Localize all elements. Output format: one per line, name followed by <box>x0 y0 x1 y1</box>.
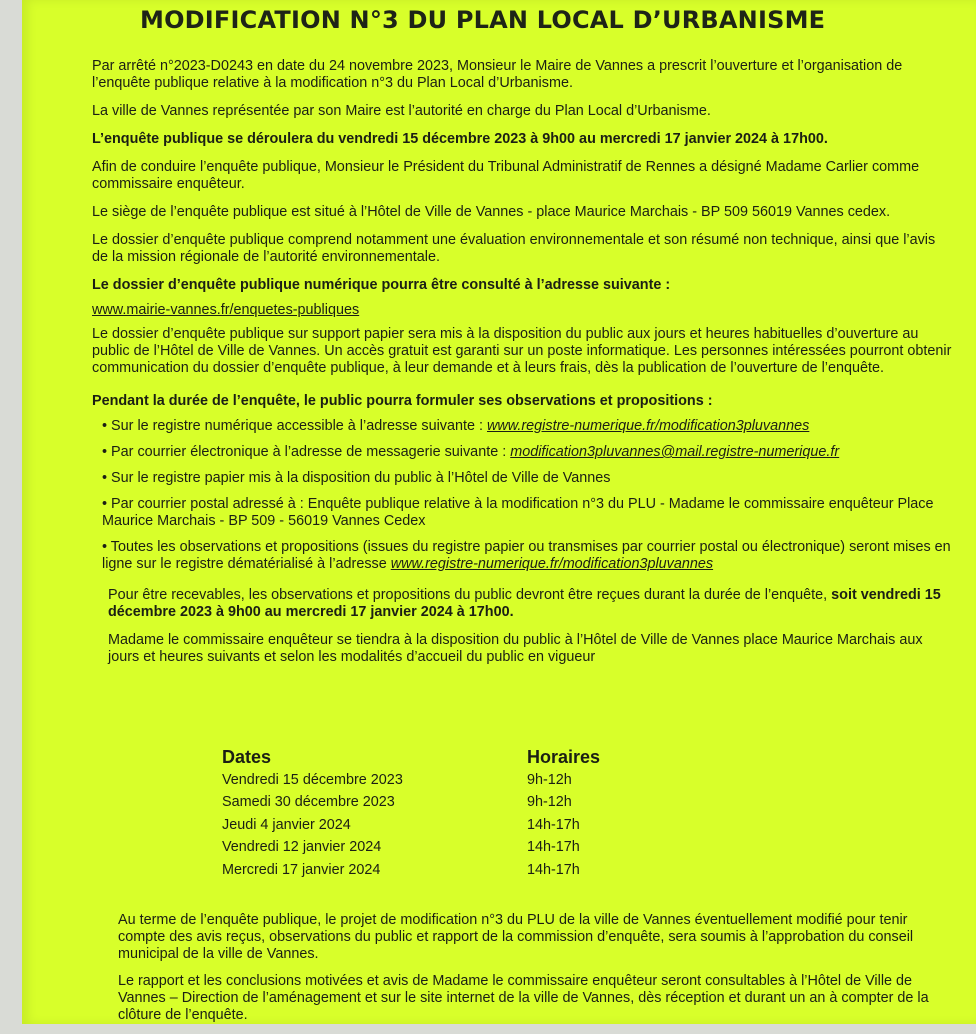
bullet-text-mise-en-ligne: Toutes les observations et propositions (issues du registre papier ou transmises par courrier postal ou électronique) seront mises en ligne sur le registre dématérialisé à l’adresse <box>102 539 951 572</box>
paragraph-recevables <box>92 587 952 621</box>
notice-poster <box>22 0 976 1024</box>
email-link[interactable]: modification3pluvannes@mail.registre-numerique.fr <box>510 444 840 460</box>
schedule-hours: 14h-17h <box>527 861 580 878</box>
paragraph-dossier-contenu: Le dossier d’enquête publique comprend notamment une évaluation environnementale et son résumé non technique, ainsi que l’avis de la mission régionale de l’autorité environnementale. <box>92 232 936 265</box>
schedule-table <box>222 746 702 881</box>
list-item <box>102 470 952 487</box>
table-row <box>222 791 600 814</box>
paragraph-commissaire-designation: Afin de conduire l’enquête publique, Monsieur le Président du Tribunal Administratif de Rennes a désigné Madame Carlier comme commissaire enquêteur. <box>92 159 920 192</box>
paragraph-rapport: Le rapport et les conclusions motivées et avis de Madame le commissaire enquêteur seront consultables à l’Hôtel de Ville de Vannes – Direction de l’aménagement et sur le site internet de la ville de Vannes, dès réception et durant un an à compter de la clôture de l’enquête. <box>118 973 929 1023</box>
bullet-text-courrier-postal: Par courrier postal adressé à : Enquête publique relative à la modification n°3 du PLU - Madame le commissaire enquêteur Place Maurice Marchais - BP 509 - 56019 Vannes Cedex <box>102 496 934 529</box>
dossier-link[interactable]: www.mairie-vannes.fr/enquetes-publiques <box>92 302 360 318</box>
paragraph-dates-enquete: L’enquête publique se déroulera du vendredi 15 décembre 2023 à 9h00 au mercredi 17 janvier 2024 à 17h00. <box>92 131 828 147</box>
paragraph-arrete: Par arrêté n°2023-D0243 en date du 24 novembre 2023, Monsieur le Maire de Vannes a prescrit l’ouverture et l’organisation de l’enquête publique relative à la modification n°3 du Plan Local d’Urbanisme. <box>92 58 903 91</box>
recevables-text: Pour être recevables, les observations et propositions du public devront être reçues durant la durée de l’enquête, <box>108 587 828 603</box>
table-row <box>222 836 600 859</box>
paragraph-dossier-papier: Le dossier d’enquête publique sur support papier sera mis à la disposition du public aux jours et heures habituelles d’ouverture au public de l’Hôtel de Ville de Vannes. Un accès gratuit est garanti sur un poste informatique. Les personnes intéressées pourront obtenir communication du dossier d’enquête publique, à leur demande et à leurs frais, dès la publication de l’ouverture de l’enquête. <box>92 326 952 376</box>
table-row <box>222 859 600 882</box>
list-item <box>102 496 952 530</box>
paragraph-permanences: Madame le commissaire enquêteur se tiendra à la disposition du public à l’Hôtel de Ville de Vannes place Maurice Marchais aux jours et heures suivants et selon les modalités d’accueil du public en vigueur <box>108 632 923 665</box>
notice-footer <box>118 912 946 1034</box>
schedule-date: Vendredi 15 décembre 2023 <box>222 771 403 788</box>
schedule-hours: 14h-17h <box>527 839 580 856</box>
paragraph-approbation: Au terme de l’enquête publique, le projet de modification n°3 du PLU de la ville de Vannes éventuellement modifié pour tenir compte des avis reçus, observations du public et rapport de la commission d’enquête, sera soumis à l’approbation du conseil municipal de la ville de Vannes. <box>118 912 914 962</box>
notice-title: MODIFICATION N°3 DU PLAN LOCAL D’URBANISME <box>140 6 826 34</box>
registre-numerique-link[interactable]: www.registre-numerique.fr/modification3pluvannes <box>487 418 810 434</box>
schedule-hours: 14h-17h <box>527 816 580 833</box>
hours-header: Horaires <box>527 746 601 767</box>
schedule-date: Jeudi 4 janvier 2024 <box>222 816 351 833</box>
bullet-text-registre-papier: Sur le registre papier mis à la disposition du public à l’Hôtel de Ville de Vannes <box>111 470 611 486</box>
paragraph-autorite: La ville de Vannes représentée par son Maire est l’autorité en charge du Plan Local d’Urbanisme. <box>92 103 711 119</box>
schedule-hours: 9h-12h <box>527 794 572 811</box>
schedule-hours: 9h-12h <box>527 771 572 788</box>
table-row <box>222 814 600 837</box>
bullet-text-courrier-electronique: Par courrier électronique à l’adresse de messagerie suivante : <box>111 444 511 460</box>
registre-dematerialise-link[interactable]: www.registre-numerique.fr/modification3pluvannes <box>390 556 714 572</box>
paragraph-dossier-numerique: Le dossier d’enquête publique numérique pourra être consulté à l’adresse suivante : <box>92 277 671 293</box>
paragraph-observations-intro: Pendant la durée de l’enquête, le public pourra formuler ses observations et propositions : <box>92 393 713 409</box>
observations-list <box>92 418 952 573</box>
table-row <box>222 769 600 792</box>
list-item <box>102 418 952 435</box>
list-item <box>102 444 952 461</box>
recevables-dates: soit vendredi 15 décembre 2023 à 9h00 au mercredi 17 janvier 2024 à 17h00. <box>108 587 941 620</box>
schedule-date: Samedi 30 décembre 2023 <box>222 794 395 811</box>
schedule-date: Vendredi 12 janvier 2024 <box>222 839 382 856</box>
schedule-date: Mercredi 17 janvier 2024 <box>222 861 381 878</box>
paragraph-siege: Le siège de l’enquête publique est situé à l’Hôtel de Ville de Vannes - place Maurice Marchais - BP 509 56019 Vannes cedex. <box>92 204 891 220</box>
bullet-text-registre-numerique: Sur le registre numérique accessible à l’adresse suivante : <box>111 418 487 434</box>
list-item <box>102 539 952 573</box>
dates-header: Dates <box>222 746 272 767</box>
notice-body <box>92 58 952 677</box>
